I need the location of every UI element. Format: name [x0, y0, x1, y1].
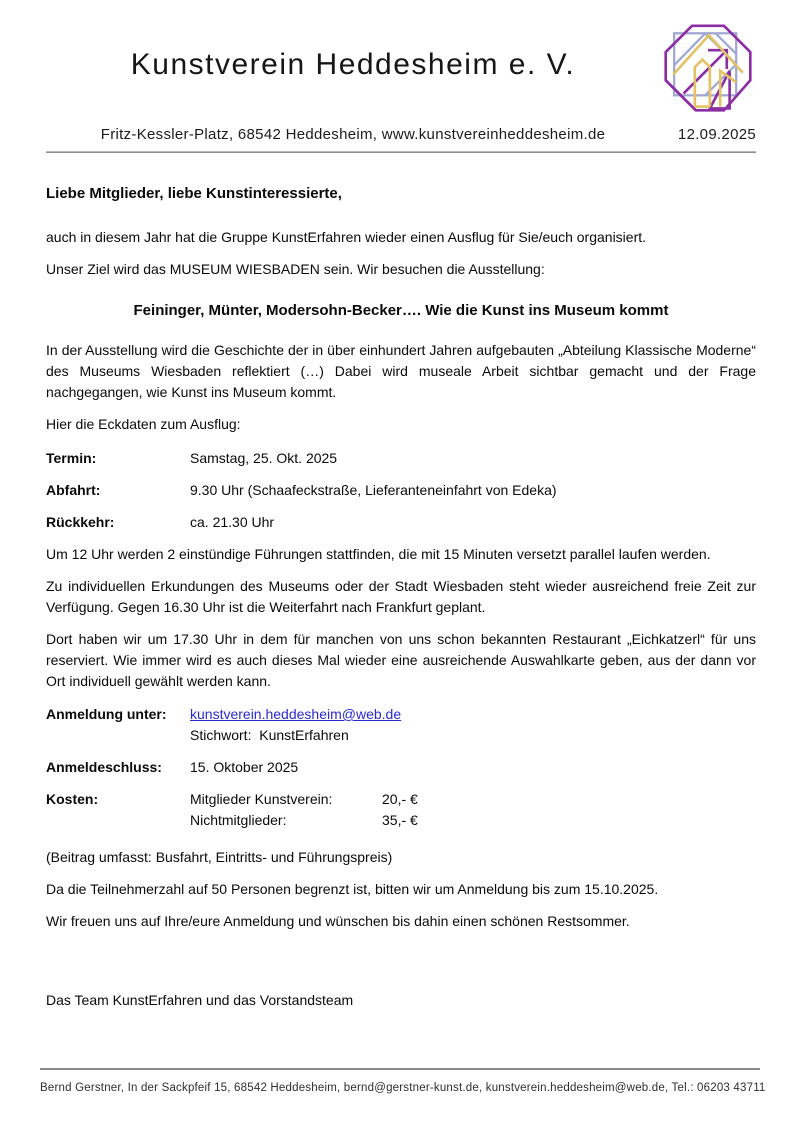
nichtmitglieder-price: 35,- € — [382, 812, 418, 828]
nichtmitglieder-name: Nichtmitglieder: — [190, 812, 287, 828]
anmeldung-email-link[interactable]: kunstverein.heddesheim@web.de — [190, 706, 402, 722]
intro-paragraph-2: Unser Ziel wird das MUSEUM WIESBADEN sein. Wir besuchen die Ausstellung: — [46, 261, 545, 277]
anmeldung-stichwort: Stichwort: KunstErfahren — [190, 727, 349, 743]
signature: Das Team KunstErfahren und das Vorstandsteam — [46, 992, 354, 1008]
price-row-nichtmitglieder — [190, 810, 756, 831]
mitglieder-price: 20,- € — [382, 791, 418, 807]
kunstverein-logo-icon — [660, 22, 756, 116]
footer — [40, 1068, 766, 1094]
beitrag-note: (Beitrag umfasst: Busfahrt, Eintritts- und Führungspreis) — [46, 849, 393, 865]
termin-label: Termin: — [46, 450, 97, 466]
header-divider — [46, 151, 756, 153]
org-title: Kunstverein Heddesheim e. V. — [130, 48, 576, 81]
intro-paragraph-1: auch in diesem Jahr hat die Gruppe KunstErfahren wieder einen Ausflug für Sie/euch organisiert. — [46, 229, 647, 245]
abfahrt-value: 9.30 Uhr (Schaafeckstraße, Lieferanteneinfahrt von Edeka) — [190, 482, 557, 498]
exhibition-title: Feininger, Münter, Modersohn-Becker…. Wie die Kunst ins Museum kommt — [133, 302, 669, 319]
exhibition-description: In der Ausstellung wird die Geschichte der in über einhundert Jahren aufgebauten „Abteilung Klassische Moderne“ des Museums Wiesbaden reflektiert (…) Dabei wird museale Arbeit sichtbar gemacht und der Frage nachgegangen, wie Kunst ins Museum kommt. — [46, 342, 756, 400]
abfahrt-label: Abfahrt: — [46, 482, 101, 498]
fuehrungen-paragraph: Um 12 Uhr werden 2 einstündige Führungen stattfinden, die mit 15 Minuten versetzt parallel laufen werden. — [46, 546, 711, 562]
eckdaten-intro: Hier die Eckdaten zum Ausflug: — [46, 416, 241, 432]
closing-paragraph: Wir freuen uns auf Ihre/eure Anmeldung und wünschen bis dahin einen schönen Restsommer. — [46, 913, 630, 929]
mitglieder-name: Mitglieder Kunstverein: — [190, 791, 333, 807]
detail-row-rueckkehr — [46, 512, 756, 533]
termin-value: Samstag, 25. Okt. 2025 — [190, 450, 338, 466]
detail-row-anmeldung — [46, 704, 756, 746]
detail-row-anmeldeschluss — [46, 757, 756, 778]
letter-date: 12.09.2025 — [677, 126, 756, 143]
rueckkehr-value: ca. 21.30 Uhr — [190, 514, 275, 530]
anmeldung-label: Anmeldung unter: — [46, 706, 167, 722]
anmeldeschluss-label: Anmeldeschluss: — [46, 759, 162, 775]
footer-divider — [40, 1068, 760, 1070]
letterhead — [0, 0, 800, 153]
detail-row-kosten — [46, 789, 756, 831]
anmeldeschluss-value: 15. Oktober 2025 — [190, 759, 299, 775]
letter-body — [0, 183, 800, 1011]
org-address: Fritz-Kessler-Platz, 68542 Heddesheim, www.kunstvereinheddesheim.de — [100, 126, 606, 143]
limit-note: Da die Teilnehmerzahl auf 50 Personen begrenzt ist, bitten wir um Anmeldung bis zum 15.10.2025. — [46, 881, 659, 897]
kunstverein-logo — [660, 22, 756, 116]
detail-row-termin — [46, 448, 756, 469]
kosten-label: Kosten: — [46, 791, 99, 807]
detail-row-abfahrt — [46, 480, 756, 501]
restaurant-paragraph: Dort haben wir um 17.30 Uhr in dem für manchen von uns schon bekannten Restaurant „Eichkatzerl“ für uns reserviert. Wie immer wird es auch dieses Mal wieder eine ausreichende Auswahlkarte geben, aus der dann vor Ort individuell gewählt werden kann. — [46, 631, 756, 689]
freizeit-paragraph: Zu individuellen Erkundungen des Museums oder der Stadt Wiesbaden steht wieder ausreichend freie Zeit zur Verfügung. Gegen 16.30 Uhr ist die Weiterfahrt nach Frankfurt geplant. — [46, 578, 756, 615]
footer-contact-line: Bernd Gerstner, In der Sackpfeif 15, 68542 Heddesheim, bernd@gerstner-kunst.de, kunstverein.heddesheim@web.de, Tel.: 06203 43711 — [40, 1082, 766, 1094]
rueckkehr-label: Rückkehr: — [46, 514, 115, 530]
salutation: Liebe Mitglieder, liebe Kunstinteressierte, — [46, 185, 342, 202]
price-row-mitglieder — [190, 789, 756, 810]
